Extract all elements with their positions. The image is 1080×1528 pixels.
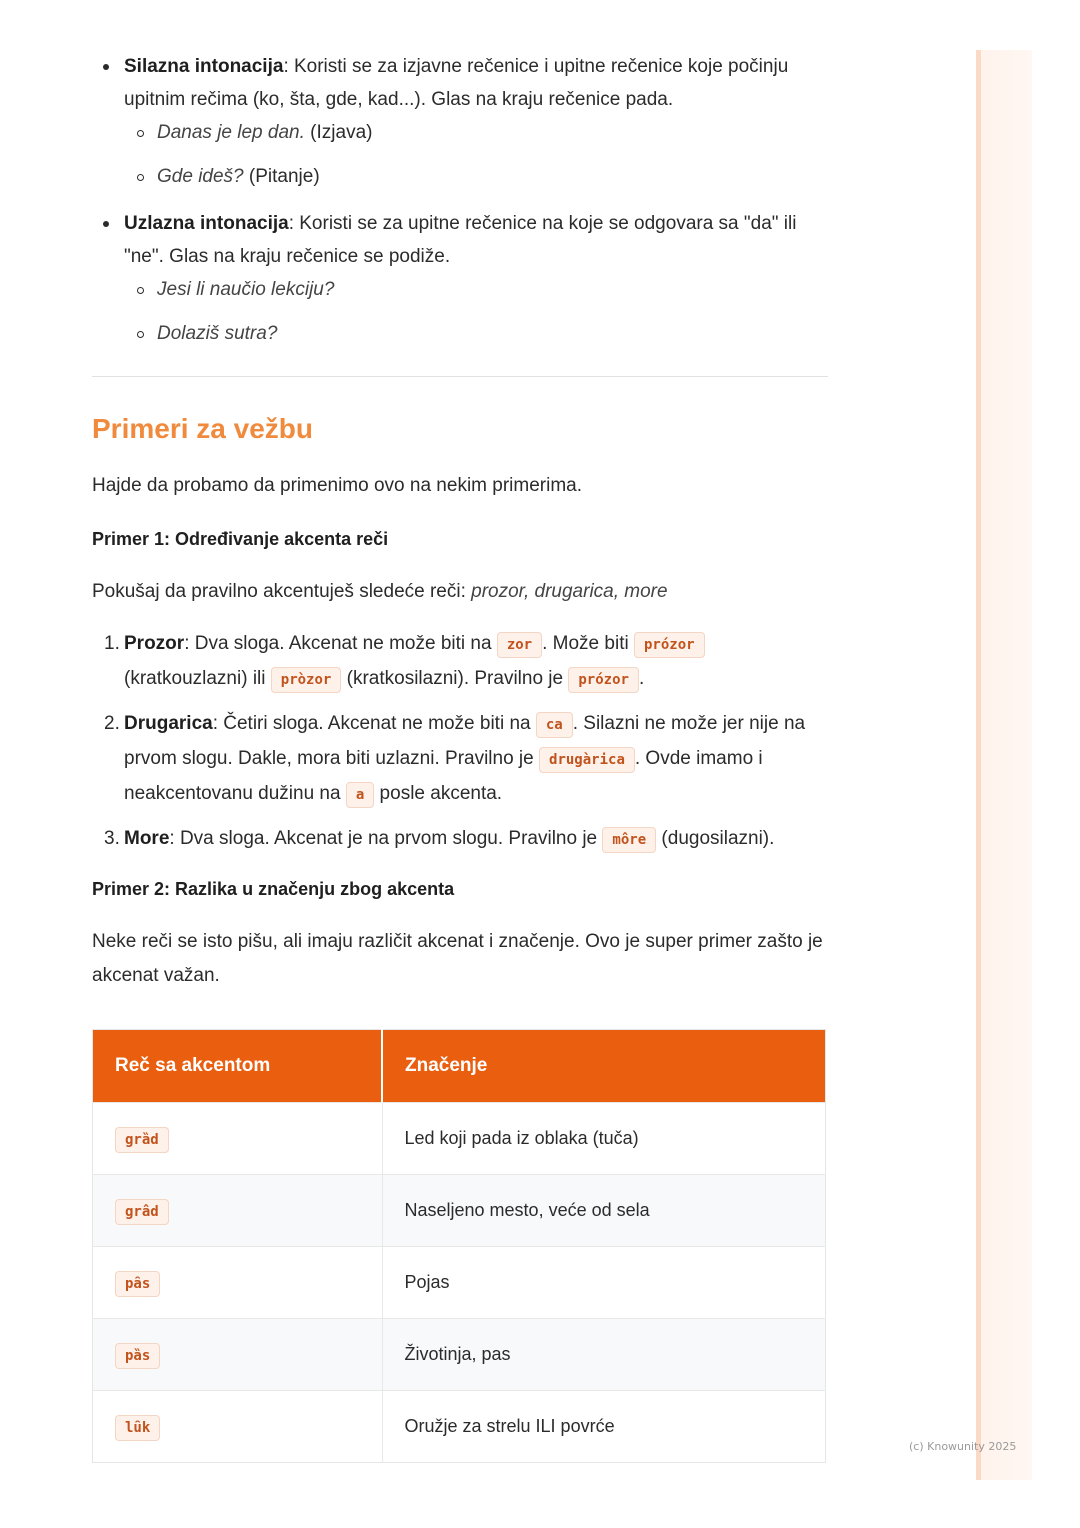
inline-code: a bbox=[346, 782, 374, 808]
side-decoration-strip bbox=[976, 50, 1032, 1480]
example-note: (Izjava) bbox=[304, 122, 373, 143]
list-item bbox=[124, 160, 828, 193]
example-text: Gde ideš? bbox=[157, 166, 244, 187]
falling-examples bbox=[124, 116, 828, 193]
step-number: 3. bbox=[104, 828, 120, 849]
cell-word bbox=[93, 1247, 383, 1319]
example1-heading: Primer 1: Određivanje akcenta reči bbox=[92, 529, 389, 549]
inline-code: pròzor bbox=[271, 667, 342, 693]
table-row bbox=[93, 1247, 826, 1319]
step-text: : Četiri sloga. Akcenat ne može biti na bbox=[212, 713, 536, 734]
step-text: . Silazni ne može jer nije na prvom slogu. Dakle, mora biti uzlazni. Pravilno je bbox=[124, 713, 806, 769]
list-item-rising-intonation bbox=[92, 207, 828, 350]
example-text: Dolaziš sutra? bbox=[157, 323, 278, 344]
section-title: Primeri za vežbu bbox=[92, 413, 313, 444]
table-header-row bbox=[93, 1030, 826, 1103]
cell-meaning: Životinja, pas bbox=[382, 1319, 826, 1391]
watermark: (c) Knowunity 2025 bbox=[909, 1440, 1017, 1453]
list-item-falling-intonation bbox=[92, 50, 828, 193]
example2-heading: Primer 2: Razlika u značenju zbog akcenta bbox=[92, 879, 455, 899]
example-text: Jesi li naučio lekciju? bbox=[157, 279, 335, 300]
step-more bbox=[92, 822, 828, 857]
cell-meaning: Naseljeno mesto, veće od sela bbox=[382, 1175, 826, 1247]
step-text: (kratkouzlazni) ili bbox=[124, 668, 271, 689]
section-divider bbox=[92, 376, 828, 377]
table-row bbox=[93, 1319, 826, 1391]
inline-code: pȃs bbox=[115, 1271, 160, 1297]
step-word: More bbox=[124, 828, 170, 849]
step-prozor bbox=[92, 627, 828, 697]
cell-word bbox=[93, 1175, 383, 1247]
step-text: : Dva sloga. Akcenat je na prvom slogu. Pravilno je bbox=[169, 828, 603, 849]
intonation-list bbox=[92, 50, 828, 350]
cell-word bbox=[93, 1103, 383, 1175]
step-text: (kratkosilazni). Pravilno je bbox=[341, 668, 569, 689]
rising-examples bbox=[124, 273, 828, 350]
table-row bbox=[93, 1391, 826, 1463]
task-text: Pokušaj da pravilno akcentuješ sledeće reči: bbox=[92, 581, 472, 602]
desc-falling: : Koristi se za izjavne rečenice i upitne rečenice koje počinju upitnim rečima (ko, šta, gde, kad...). Glas na kraju rečenice pada. bbox=[124, 56, 789, 110]
step-text: (dugosilazni). bbox=[656, 828, 775, 849]
cell-meaning: Oružje za strelu ILI povrće bbox=[382, 1391, 826, 1463]
step-text: . Može biti bbox=[542, 633, 634, 654]
step-number: 1. bbox=[104, 633, 120, 654]
inline-code: grâd bbox=[115, 1199, 169, 1225]
inline-code: ca bbox=[536, 712, 573, 738]
step-drugarica bbox=[92, 707, 828, 812]
inline-code: pȁs bbox=[115, 1343, 160, 1369]
section-intro: Hajde da probamo da primenimo ovo na nekim primerima. bbox=[92, 475, 583, 496]
inline-code: prózor bbox=[634, 632, 705, 658]
step-word: Drugarica bbox=[124, 713, 213, 734]
inline-code: prózor bbox=[568, 667, 639, 693]
step-number: 2. bbox=[104, 713, 120, 734]
cell-meaning: Led koji pada iz oblaka (tuča) bbox=[382, 1103, 826, 1175]
inline-code: grȁd bbox=[115, 1127, 169, 1153]
step-text: posle akcenta. bbox=[374, 783, 503, 804]
cell-word bbox=[93, 1319, 383, 1391]
step-text: : Dva sloga. Akcenat ne može biti na bbox=[184, 633, 497, 654]
inline-code: drugàrica bbox=[539, 747, 635, 773]
document-content bbox=[92, 50, 828, 1463]
inline-code: môre bbox=[602, 827, 656, 853]
example1-steps bbox=[92, 627, 828, 857]
desc-rising: : Koristi se za upitne rečenice na koje se odgovara sa "da" ili "ne". Glas na kraju rečenice se podiže. bbox=[124, 213, 797, 267]
task-words: prozor, drugarica, more bbox=[471, 581, 668, 602]
inline-code: lȗk bbox=[115, 1415, 160, 1441]
example-text: Danas je lep dan. bbox=[157, 122, 305, 143]
inline-code: zor bbox=[497, 632, 542, 658]
list-item bbox=[124, 317, 828, 350]
example1-task bbox=[92, 575, 828, 609]
step-word: Prozor bbox=[124, 633, 185, 654]
table-row bbox=[93, 1103, 826, 1175]
cell-meaning: Pojas bbox=[382, 1247, 826, 1319]
cell-word bbox=[93, 1391, 383, 1463]
term-falling: Silazna intonacija bbox=[124, 56, 284, 77]
term-rising: Uzlazna intonacija bbox=[124, 213, 289, 234]
step-text: . Ovde imamo i neakcentovanu dužinu na bbox=[124, 748, 763, 804]
example-note: (Pitanje) bbox=[243, 166, 320, 187]
example2-text: Neke reči se isto pišu, ali imaju različit akcenat i značenje. Ovo je super primer zašto je akcenat važan. bbox=[92, 931, 823, 986]
header-meaning: Značenje bbox=[382, 1030, 826, 1103]
step-text: . bbox=[638, 668, 645, 689]
table-row bbox=[93, 1175, 826, 1247]
list-item bbox=[124, 116, 828, 149]
list-item bbox=[124, 273, 828, 306]
accent-meaning-table bbox=[92, 1029, 826, 1463]
header-word: Reč sa akcentom bbox=[93, 1030, 383, 1103]
